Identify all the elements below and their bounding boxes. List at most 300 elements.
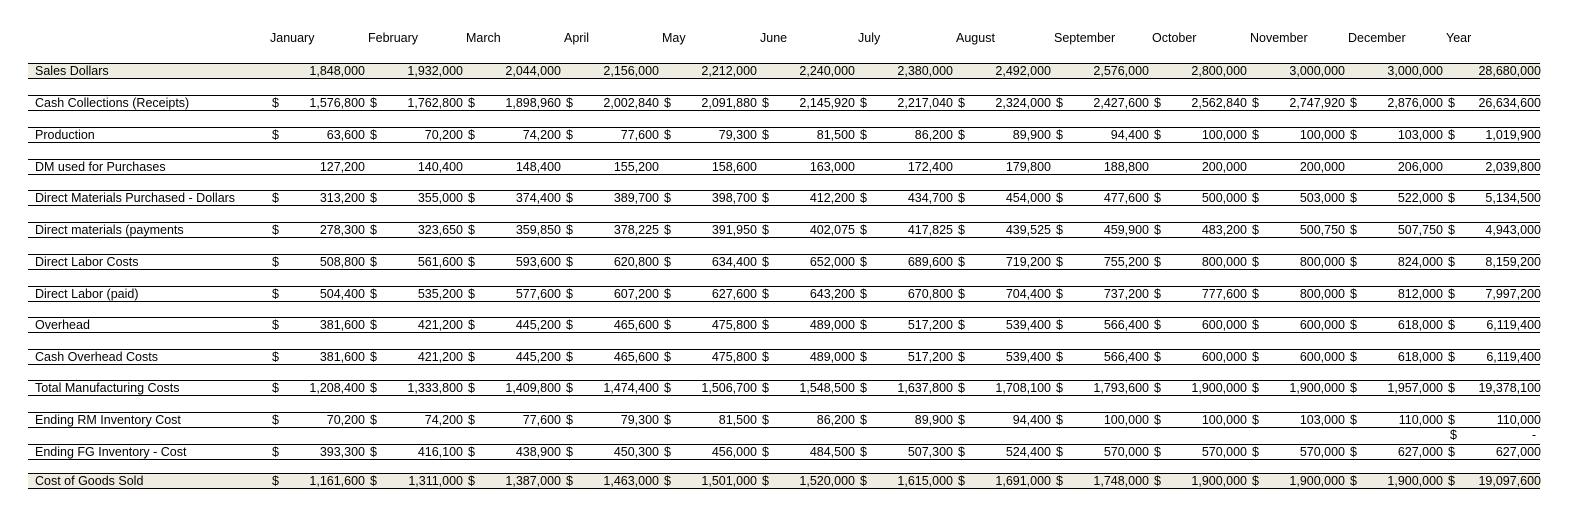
currency-symbol: $ [860, 474, 867, 488]
table-cell [368, 64, 466, 78]
table-cell [760, 445, 858, 459]
cell-value: 89,900 [914, 413, 953, 427]
currency-symbol: $ [1154, 381, 1161, 395]
cell-value: 539,400 [1005, 318, 1051, 332]
table-cell [368, 255, 466, 269]
currency-symbol: $ [566, 287, 573, 301]
table-cell [1348, 474, 1446, 488]
currency-symbol: $ [1448, 287, 1455, 301]
currency-symbol: $ [566, 223, 573, 237]
row-label: Overhead [35, 318, 90, 332]
table-cell [564, 474, 662, 488]
table-cell [564, 160, 662, 174]
cell-value: 402,075 [809, 223, 855, 237]
cell-value: 148,400 [515, 160, 561, 174]
currency-symbol: $ [566, 96, 573, 110]
table-cell [1446, 381, 1544, 395]
table-cell [1446, 287, 1544, 301]
cell-value: 1,957,000 [1387, 381, 1443, 395]
cell-value: 2,876,000 [1387, 96, 1443, 110]
table-cell [1054, 191, 1152, 205]
table-cell [564, 381, 662, 395]
table-cell [564, 96, 662, 110]
currency-symbol: $ [1154, 474, 1161, 488]
table-cell [1152, 381, 1250, 395]
currency-symbol: $ [1252, 255, 1259, 269]
month-header-may: May [662, 31, 686, 45]
table-cell [1152, 445, 1250, 459]
table-cell [858, 318, 956, 332]
currency-symbol: $ [1448, 223, 1455, 237]
month-header-january: January [270, 31, 315, 45]
table-cell [1152, 96, 1250, 110]
currency-symbol: $ [370, 350, 377, 364]
cell-value: 381,600 [319, 350, 365, 364]
cell-value: 1,501,000 [701, 474, 757, 488]
table-cell [564, 445, 662, 459]
table-cell [368, 474, 466, 488]
cell-value: 1,576,800 [309, 96, 365, 110]
cell-value: 489,000 [809, 350, 855, 364]
currency-symbol: $ [762, 350, 769, 364]
cell-value: 627,000 [1397, 445, 1443, 459]
currency-symbol: $ [664, 128, 671, 142]
cell-value: 3,000,000 [1289, 64, 1345, 78]
cell-value: 824,000 [1397, 255, 1443, 269]
currency-symbol: $ [1350, 128, 1357, 142]
table-cell [1446, 474, 1544, 488]
table-cell [564, 413, 662, 427]
table-cell [662, 128, 760, 142]
month-header-november: November [1250, 31, 1308, 45]
table-cell [858, 160, 956, 174]
table-cell [1054, 128, 1152, 142]
cell-value: 393,300 [319, 445, 365, 459]
table-cell [1152, 350, 1250, 364]
cell-value: 2,044,000 [505, 64, 561, 78]
table-cell [956, 96, 1054, 110]
currency-symbol: $ [468, 350, 475, 364]
table-cell [1348, 413, 1446, 427]
table-cell [368, 318, 466, 332]
table-cell [1250, 96, 1348, 110]
table-cell [1152, 255, 1250, 269]
table-cell [1446, 223, 1544, 237]
table-cell [760, 318, 858, 332]
cell-value: 561,600 [417, 255, 463, 269]
cell-value: 1,900,000 [1387, 474, 1443, 488]
currency-symbol: $ [860, 191, 867, 205]
table-cell [564, 350, 662, 364]
cell-value: 94,400 [1110, 128, 1149, 142]
currency-symbol: $ [1056, 223, 1063, 237]
table-cell [1348, 128, 1446, 142]
cell-value: 2,002,840 [603, 96, 659, 110]
currency-symbol: $ [1350, 474, 1357, 488]
currency-symbol: $ [1448, 128, 1455, 142]
currency-symbol: $ [1350, 191, 1357, 205]
currency-symbol: $ [468, 191, 475, 205]
table-cell [270, 128, 368, 142]
cell-value: 483,200 [1201, 223, 1247, 237]
currency-symbol: $ [468, 413, 475, 427]
currency-symbol: $ [1252, 381, 1259, 395]
cell-value: 1,748,000 [1093, 474, 1149, 488]
cell-value: 539,400 [1005, 350, 1051, 364]
cell-value: 524,400 [1005, 445, 1051, 459]
currency-symbol: $ [860, 96, 867, 110]
cell-value: 434,700 [907, 191, 953, 205]
cell-value: 77,600 [620, 128, 659, 142]
currency-symbol: $ [762, 287, 769, 301]
cell-value: 445,200 [515, 318, 561, 332]
currency-symbol: $ [958, 255, 965, 269]
table-cell [1152, 223, 1250, 237]
currency-symbol: $ [958, 223, 965, 237]
cell-value: 1,311,000 [408, 474, 463, 488]
table-cell [466, 160, 564, 174]
table-cell [368, 128, 466, 142]
cell-value: 416,100 [417, 445, 463, 459]
table-cell [368, 445, 466, 459]
cell-value: 1,708,100 [995, 381, 1051, 395]
table-cell [270, 287, 368, 301]
table-cell [466, 350, 564, 364]
cell-value: 8,159,200 [1485, 255, 1541, 269]
table-cell [1250, 474, 1348, 488]
currency-symbol: $ [566, 445, 573, 459]
row-label: Direct Materials Purchased - Dollars [35, 191, 236, 205]
month-header-october: October [1152, 31, 1197, 45]
currency-symbol: $ [1056, 413, 1063, 427]
cell-value: 570,000 [1201, 445, 1247, 459]
cell-value: 459,900 [1103, 223, 1149, 237]
table-cell [858, 223, 956, 237]
cell-value: 2,427,600 [1093, 96, 1149, 110]
table-cell [466, 318, 564, 332]
row-label: Ending FG Inventory - Cost [35, 445, 187, 459]
currency-symbol: $ [272, 445, 279, 459]
currency-symbol: $ [1448, 381, 1455, 395]
currency-symbol: $ [370, 287, 377, 301]
table-cell [564, 128, 662, 142]
cell-value: 389,700 [613, 191, 659, 205]
table-cell [1250, 287, 1348, 301]
cell-value: 19,097,600 [1478, 474, 1541, 488]
table-cell [368, 96, 466, 110]
cell-value: 570,000 [1299, 445, 1345, 459]
table-cell [1250, 64, 1348, 78]
table-cell [466, 191, 564, 205]
cell-value: 6,119,400 [1486, 350, 1541, 364]
currency-symbol: $ [860, 381, 867, 395]
cell-value: 1,848,000 [309, 64, 365, 78]
cell-value: 70,200 [424, 128, 463, 142]
cell-value: 5,134,500 [1485, 191, 1541, 205]
cell-value: 1,900,000 [1289, 474, 1345, 488]
table-cell [1152, 64, 1250, 78]
cell-value: 313,200 [319, 191, 365, 205]
currency-symbol: $ [664, 445, 671, 459]
cell-value: 704,400 [1005, 287, 1051, 301]
table-cell [1446, 318, 1544, 332]
cell-value: 1,208,400 [309, 381, 365, 395]
currency-symbol: $ [370, 191, 377, 205]
cell-value: 504,400 [319, 287, 365, 301]
currency-symbol: $ [1252, 96, 1259, 110]
currency-symbol: $ [1252, 318, 1259, 332]
cell-value: 438,900 [515, 445, 561, 459]
cell-value: 620,800 [613, 255, 659, 269]
cell-value: 127,200 [319, 160, 365, 174]
cell-value: 323,650 [417, 223, 463, 237]
table-cell [466, 474, 564, 488]
cell-value: 381,600 [319, 318, 365, 332]
cell-value: 445,200 [515, 350, 561, 364]
currency-symbol: $ [1056, 381, 1063, 395]
row-label: Production [35, 128, 95, 142]
table-cell [270, 160, 368, 174]
table-cell [858, 64, 956, 78]
currency-symbol: $ [1056, 191, 1063, 205]
table-cell [858, 381, 956, 395]
currency-symbol: $ [272, 350, 279, 364]
currency-symbol: $ [860, 128, 867, 142]
cell-value: 359,850 [515, 223, 561, 237]
cell-value: 1,474,400 [603, 381, 659, 395]
table-cell [1446, 350, 1544, 364]
table-cell [760, 223, 858, 237]
extra-currency-symbol: $ [1450, 428, 1457, 442]
table-cell [368, 223, 466, 237]
cell-value: 70,200 [326, 413, 365, 427]
table-cell [1348, 350, 1446, 364]
table-cell [466, 128, 564, 142]
currency-symbol: $ [664, 96, 671, 110]
table-cell [1054, 413, 1152, 427]
currency-symbol: $ [664, 474, 671, 488]
table-cell [1250, 160, 1348, 174]
currency-symbol: $ [762, 381, 769, 395]
table-row [28, 380, 1540, 396]
table-cell [1054, 381, 1152, 395]
table-cell [858, 445, 956, 459]
table-cell [466, 445, 564, 459]
currency-symbol: $ [1350, 223, 1357, 237]
table-cell [1250, 350, 1348, 364]
table-cell [564, 287, 662, 301]
currency-symbol: $ [1154, 318, 1161, 332]
cell-value: 77,600 [522, 413, 561, 427]
cell-value: 155,200 [613, 160, 659, 174]
table-cell [1250, 413, 1348, 427]
table-cell [760, 287, 858, 301]
table-cell [1348, 287, 1446, 301]
cell-value: 100,000 [1299, 128, 1345, 142]
table-cell [466, 223, 564, 237]
table-cell [760, 96, 858, 110]
table-cell [270, 96, 368, 110]
month-header-year: Year [1446, 31, 1472, 45]
currency-symbol: $ [1350, 381, 1357, 395]
table-cell [1348, 64, 1446, 78]
table-cell [270, 318, 368, 332]
table-row [28, 349, 1540, 365]
currency-symbol: $ [1252, 223, 1259, 237]
cell-value: 2,576,000 [1093, 64, 1149, 78]
table-cell [1348, 160, 1446, 174]
currency-symbol: $ [1448, 255, 1455, 269]
table-cell [466, 255, 564, 269]
table-cell [662, 64, 760, 78]
table-cell [760, 191, 858, 205]
cell-value: 200,000 [1201, 160, 1247, 174]
month-header-april: April [564, 31, 590, 45]
cell-value: 81,500 [718, 413, 757, 427]
table-cell [760, 413, 858, 427]
currency-symbol: $ [958, 350, 965, 364]
table-cell [1348, 318, 1446, 332]
cell-value: 412,200 [809, 191, 855, 205]
cell-value: 475,800 [711, 350, 757, 364]
table-cell [662, 223, 760, 237]
table-cell [956, 191, 1054, 205]
currency-symbol: $ [566, 474, 573, 488]
table-cell [1348, 191, 1446, 205]
cell-value: 755,200 [1103, 255, 1149, 269]
table-cell [1250, 191, 1348, 205]
month-header-december: December [1348, 31, 1406, 45]
currency-symbol: $ [1154, 287, 1161, 301]
currency-symbol: $ [272, 318, 279, 332]
table-cell [858, 128, 956, 142]
currency-symbol: $ [860, 350, 867, 364]
cell-value: 100,000 [1103, 413, 1149, 427]
cell-value: 484,500 [809, 445, 855, 459]
currency-symbol: $ [272, 474, 279, 488]
currency-symbol: $ [860, 223, 867, 237]
table-row [28, 444, 1540, 460]
cell-value: 2,217,040 [897, 96, 953, 110]
cell-value: 719,200 [1005, 255, 1051, 269]
cell-value: 503,000 [1299, 191, 1345, 205]
table-cell [270, 223, 368, 237]
table-cell [956, 413, 1054, 427]
table-cell [1446, 413, 1544, 427]
row-label: Direct materials (payments [35, 223, 184, 237]
currency-symbol: $ [762, 474, 769, 488]
currency-symbol: $ [1154, 96, 1161, 110]
row-label: Cost of Goods Sold [35, 474, 144, 488]
table-cell [1054, 255, 1152, 269]
cell-value: 643,200 [809, 287, 855, 301]
currency-symbol: $ [468, 128, 475, 142]
table-cell [564, 223, 662, 237]
cell-value: 100,000 [1201, 413, 1247, 427]
table-cell [1152, 191, 1250, 205]
table-cell [1348, 445, 1446, 459]
currency-symbol: $ [958, 474, 965, 488]
cell-value: 1,615,000 [897, 474, 953, 488]
currency-symbol: $ [958, 128, 965, 142]
cell-value: 421,200 [417, 350, 463, 364]
cell-value: 1,161,600 [309, 474, 365, 488]
cell-value: 1,387,000 [505, 474, 561, 488]
currency-symbol: $ [468, 96, 475, 110]
currency-symbol: $ [762, 191, 769, 205]
cell-value: 670,800 [907, 287, 953, 301]
cell-value: 2,492,000 [995, 64, 1051, 78]
currency-symbol: $ [860, 413, 867, 427]
currency-symbol: $ [468, 445, 475, 459]
table-cell [1152, 474, 1250, 488]
currency-symbol: $ [468, 287, 475, 301]
table-cell [858, 287, 956, 301]
cell-value: 627,600 [711, 287, 757, 301]
cell-value: 800,000 [1201, 255, 1247, 269]
cell-value: 79,300 [718, 128, 757, 142]
table-cell [858, 96, 956, 110]
table-cell [956, 160, 1054, 174]
table-cell [760, 64, 858, 78]
cell-value: 355,000 [417, 191, 463, 205]
currency-symbol: $ [860, 255, 867, 269]
cell-value: 618,000 [1397, 318, 1443, 332]
cell-value: 89,900 [1012, 128, 1051, 142]
cell-value: 1,548,500 [799, 381, 855, 395]
cell-value: 517,200 [907, 350, 953, 364]
currency-symbol: $ [1448, 445, 1455, 459]
cell-value: 2,240,000 [799, 64, 855, 78]
currency-symbol: $ [566, 255, 573, 269]
cell-value: 1,506,700 [701, 381, 757, 395]
table-cell [662, 318, 760, 332]
table-row [28, 159, 1540, 175]
table-cell [368, 191, 466, 205]
currency-symbol: $ [762, 255, 769, 269]
table-cell [858, 474, 956, 488]
cell-value: 1,520,000 [799, 474, 855, 488]
table-cell [564, 191, 662, 205]
currency-symbol: $ [1056, 350, 1063, 364]
cell-value: 600,000 [1201, 318, 1247, 332]
table-cell [1152, 318, 1250, 332]
cell-value: 26,634,600 [1478, 96, 1541, 110]
currency-symbol: $ [1448, 96, 1455, 110]
table-cell [858, 350, 956, 364]
currency-symbol: $ [762, 413, 769, 427]
cell-value: 1,463,000 [603, 474, 659, 488]
currency-symbol: $ [1350, 413, 1357, 427]
cell-value: 1,900,000 [1289, 381, 1345, 395]
cell-value: 200,000 [1299, 160, 1345, 174]
cell-value: 110,000 [1496, 413, 1541, 427]
table-row [28, 222, 1540, 238]
currency-symbol: $ [566, 413, 573, 427]
cell-value: 74,200 [522, 128, 561, 142]
table-cell [1446, 96, 1544, 110]
table-cell [956, 255, 1054, 269]
table-cell [956, 64, 1054, 78]
cell-value: 19,378,100 [1478, 381, 1541, 395]
currency-symbol: $ [566, 381, 573, 395]
currency-symbol: $ [566, 318, 573, 332]
table-cell [270, 445, 368, 459]
cell-value: 28,680,000 [1478, 64, 1541, 78]
currency-symbol: $ [370, 255, 377, 269]
currency-symbol: $ [370, 445, 377, 459]
currency-symbol: $ [272, 223, 279, 237]
